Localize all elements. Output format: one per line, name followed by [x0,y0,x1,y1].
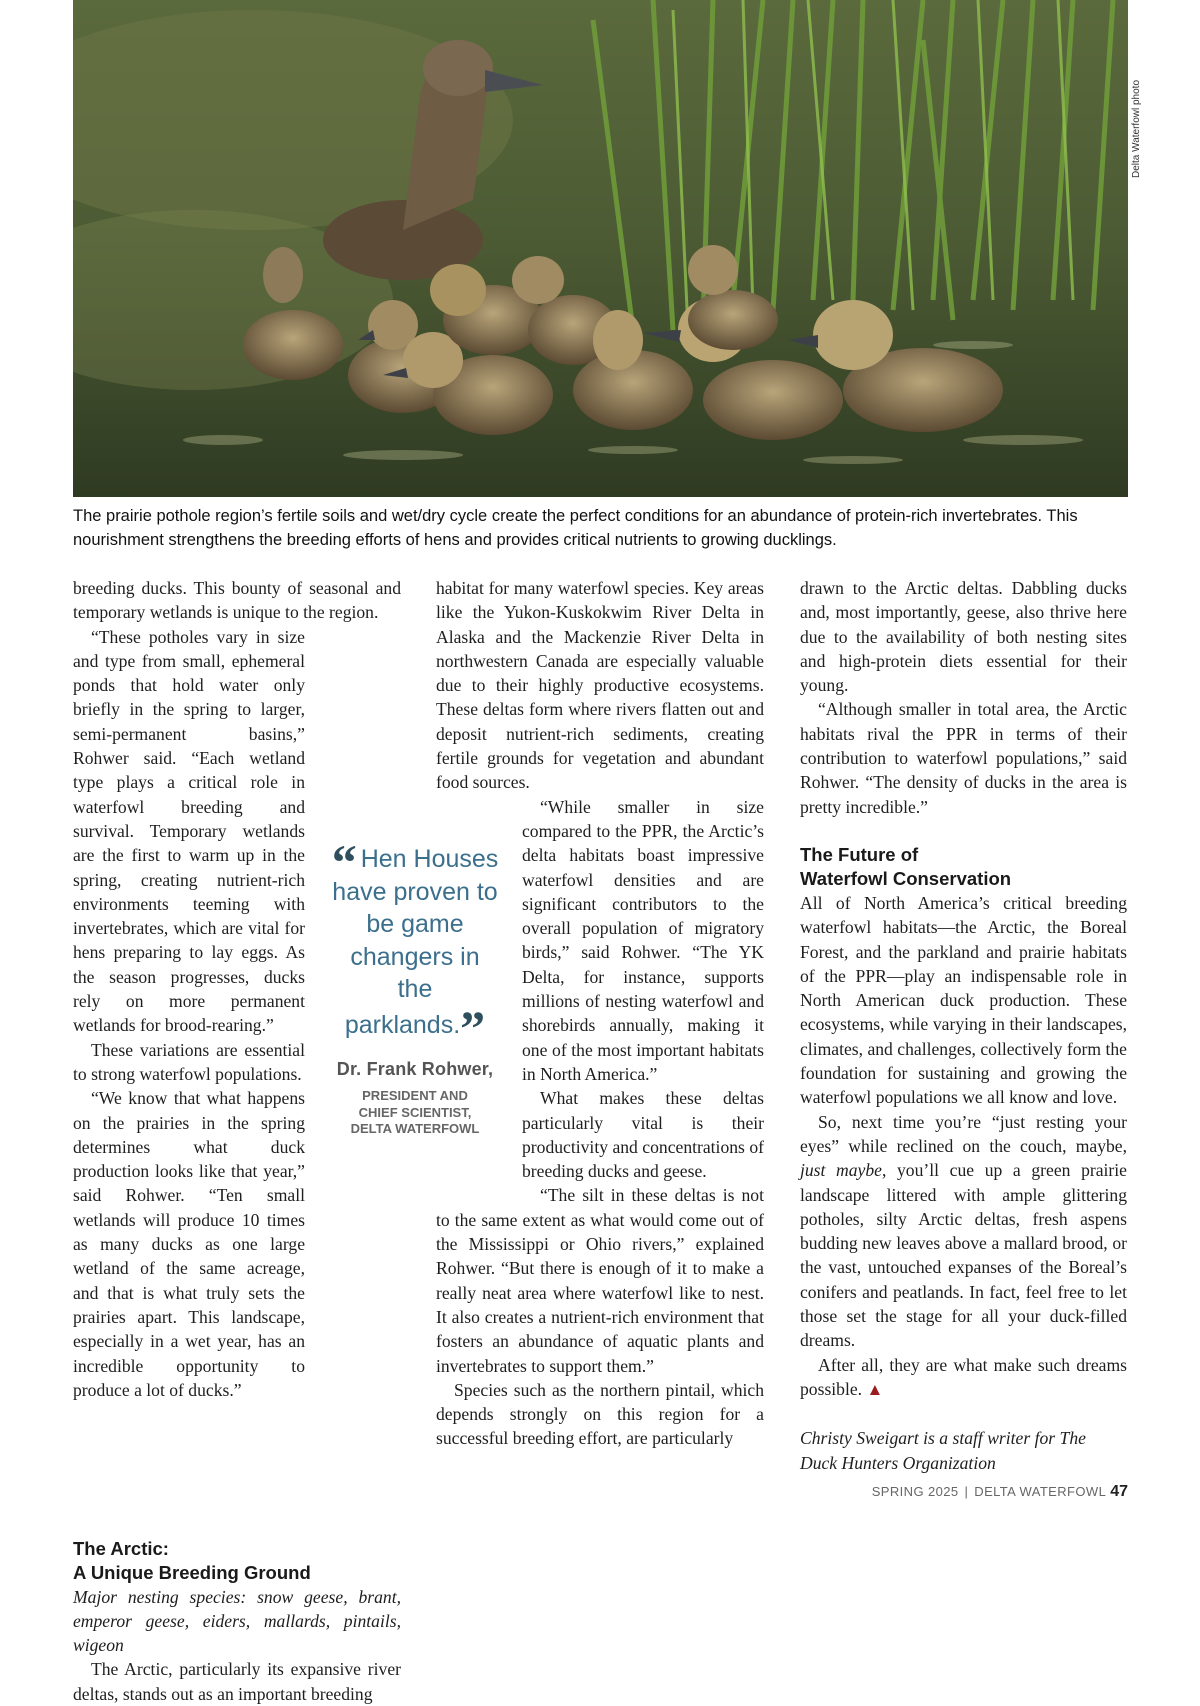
issue-label: SPRING 2025 [871,1484,959,1499]
col3-paragraph-5 [800,1353,1127,1403]
caption-text: The prairie pothole region’s fertile soils and wet/dry cycle create the perfect conditions for an abundance of protein-rich invertebrates. This nourishment strengthens the breeding efforts of hens and provides critical nutrients to growing ducklings. [73,507,1078,549]
page-number: 47 [1110,1483,1128,1500]
photo-caption [73,504,1133,552]
role-line-3: DELTA WATERFOWL [350,1121,480,1136]
p5-text: After all, they are what make such dreams possible. [800,1354,1127,1399]
photo-credit: Delta Waterfowl photo [1131,79,1142,178]
col2-paragraph-3: What makes these deltas particularly vital is their productivity and concentrations of breeding ducks and geese. [522,1088,764,1182]
col2-paragraph-1: habitat for many waterfowl species. Key areas like the Yukon-Kuskokwim River Delta in Alaska and the Mackenzie River Delta in northwestern Canada are especially valuable due to their highly productive ecosystems. These deltas form where rivers flatten out and deposit nutrient-rich sediments, creating fertile grounds for vegetation and abundant food sources. [436,578,764,793]
pull-quote-name: Dr. Frank Rohwer, [336,1059,494,1079]
ducklings-illustration [73,0,1128,497]
section-heading-future [800,843,1127,891]
heading-line-1: The Arctic: [73,1537,169,1559]
pull-quote-role [330,1088,500,1138]
pull-quote-text: Hen Houses have proven to be game changers in the parklands. [332,845,499,1039]
section-heading-arctic [73,1537,401,1585]
column-3 [800,576,1127,1475]
pull-quote [330,834,500,1138]
col2-paragraph-4: “The silt in these deltas is not to the same extent as what would come out of the Mississippi or Ohio rivers,” explained Rohwer. “But there is enough of it to make a really neat area where waterfowl like to nest. It also creates a nutrient-rich environment that fosters an abundance of aquatic plants and invertebrates to support them.” [436,1185,764,1376]
col2-paragraph-5: Species such as the northern pintail, which depends strongly on this region for a successful breeding effort, are particularly [436,1379,764,1449]
role-line-2: CHIEF SCIENTIST, [358,1104,472,1120]
open-quote-icon: “ [331,834,357,890]
pull-quote-text-block [330,834,500,1056]
heading-line-2: A Unique Breeding Ground [73,1561,311,1583]
col1-paragraph-2: “These potholes vary in size and type from small, ephemeral ponds that hold water only briefly in the spring to larger, semi-permanent basins,” Rohwer said. “Each wetland type plays a critical role in waterfowl breeding and survival. Temporary wetlands are the first to warm up in the spring, creating nutrient-rich environments teeming with invertebrates, which are vital for hens preparing to lay eggs. As the season progresses, ducks rely on more permanent wetlands for brood-rearing.” [73,626,305,1036]
column-1 [73,576,401,1706]
p4-emphasis: just maybe [800,1160,882,1181]
close-quote-icon: ” [460,999,486,1056]
spacer [800,819,1127,843]
col3-paragraph-3: All of North America’s critical breeding waterfowl habitats—the Arctic, the Boreal Forest, and the parkland and prairie habitats of the PPR—play an indispensable role in North American duck production. These ecosystems, while varying in their landscapes, climates, and challenges, collectively form the foundation for sustaining and growing the waterfowl populations we all know and love. [800,892,1127,1108]
col3-paragraph-2: “Although smaller in total area, the Arctic habitats rival the PPR in terms of their contribution to waterfowl populations,” said Rohwer. “The density of ducks in the area is pretty incredible.” [800,699,1127,817]
page-footer [872,1483,1128,1501]
col1-paragraph-5: The Arctic, particularly its expansive river deltas, stands out as an important breeding [73,1659,401,1704]
author-byline: Christy Sweigart is a staff writer for The Duck Hunters Organization [800,1428,1086,1473]
footer-separator: | [964,1484,969,1499]
hero-photo [73,0,1128,497]
col1-paragraph-3: These variations are essential to strong waterfowl populations. [73,1039,305,1084]
col1-paragraph-4: “We know that what happens on the prairies in the spring determines what duck production looks like that year,” said Rohwer. “Ten small wetlands will produce 10 times as many ducks as one large wetland of the same acreage, and that is what truly sets the prairies apart. This landscape, especially in a wet year, has an incredible opportunity to produce a lot of ducks.” [73,1088,305,1400]
heading-line-1: The Future of [800,843,919,865]
col1-paragraph-1: breeding ducks. This bounty of seasonal and temporary wetlands is unique to the region. [73,578,401,623]
end-mark-icon: ▲ [866,1379,884,1399]
heading-line-2: Waterfowl Conservation [800,867,1012,889]
col3-paragraph-1: drawn to the Arctic deltas. Dabbling ducks and, most importantly, geese, also thrive here due to the availability of both nesting sites and high-protein diets essential for their young. [800,578,1127,696]
col3-paragraph-4 [800,1110,1127,1353]
col2-paragraph-2: “While smaller in size compared to the PPR, the Arctic’s delta habitats boast impressive waterfowl densities and are significant contributors to the overall population of migratory birds,” said Rohwer. “The YK Delta, for instance, supports millions of nesting waterfowl and shorebirds annually, making it one of the most important habitats in North America.” [522,796,764,1084]
magazine-name: DELTA WATERFOWL [974,1484,1107,1499]
species-list: Major nesting species: snow geese, brant, emperor geese, eiders, mallards, pintails, wigeon [73,1586,401,1656]
p4-text-b: , you’ll cue up a green prairie landscape littered with ample glittering potholes, silty Arctic deltas, fresh aspens budding new leaves above a mallard brood, or the vast, untouched expanses of the Boreal’s conifers and peatlands. In fact, feel free to let those set the stage for all your duck-filled dreams. [800,1160,1127,1351]
spacer [73,1513,401,1537]
p4-text-a: So, next time you’re “just resting your eyes” while reclined on the couch, maybe, [800,1111,1127,1156]
role-line-1: PRESIDENT AND [362,1088,468,1103]
